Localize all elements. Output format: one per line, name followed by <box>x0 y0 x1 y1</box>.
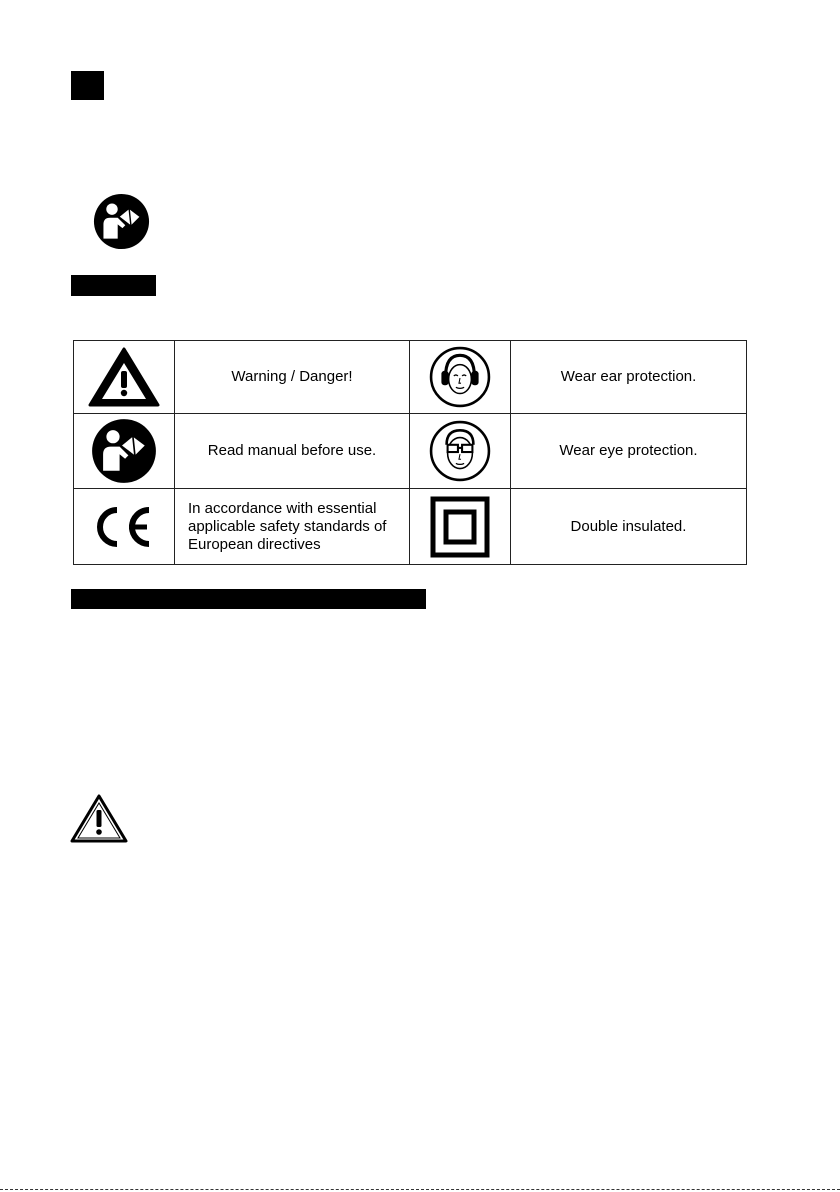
redacted-heading-symbols <box>71 275 156 296</box>
table-cell-icon <box>74 414 175 489</box>
table-cell-icon <box>410 414 511 489</box>
table-cell-label: Double insulated. <box>511 489 747 565</box>
table-row <box>74 489 747 565</box>
table-cell-label: Wear eye protection. <box>511 414 747 489</box>
table-row <box>74 414 747 489</box>
table-cell-label-multiline <box>175 489 410 565</box>
label-line: applicable safety standards of <box>188 517 387 535</box>
table-cell-icon <box>410 341 511 414</box>
redacted-heading-safety <box>71 589 426 609</box>
label-line: In accordance with essential <box>188 499 377 517</box>
eye-protection-icon <box>429 420 491 482</box>
ce-mark-icon <box>91 502 157 552</box>
warning-triangle-icon <box>69 793 129 845</box>
table-cell-icon <box>74 341 175 414</box>
table-cell-icon <box>410 489 511 565</box>
warning-triangle-icon <box>88 346 160 408</box>
table-cell-label: Warning / Danger! <box>175 341 410 414</box>
symbols-table <box>73 340 747 565</box>
page-bottom-edge <box>0 1189 840 1190</box>
redacted-section-number <box>71 71 104 100</box>
ear-protection-icon <box>429 346 491 408</box>
table-cell-label: Wear ear protection. <box>511 341 747 414</box>
double-insulated-icon <box>430 496 490 558</box>
table-cell-label: Read manual before use. <box>175 414 410 489</box>
read-manual-icon <box>91 418 157 484</box>
label-line: European directives <box>188 535 321 553</box>
read-manual-icon <box>93 193 150 250</box>
table-cell-icon <box>74 489 175 565</box>
table-row <box>74 341 747 414</box>
